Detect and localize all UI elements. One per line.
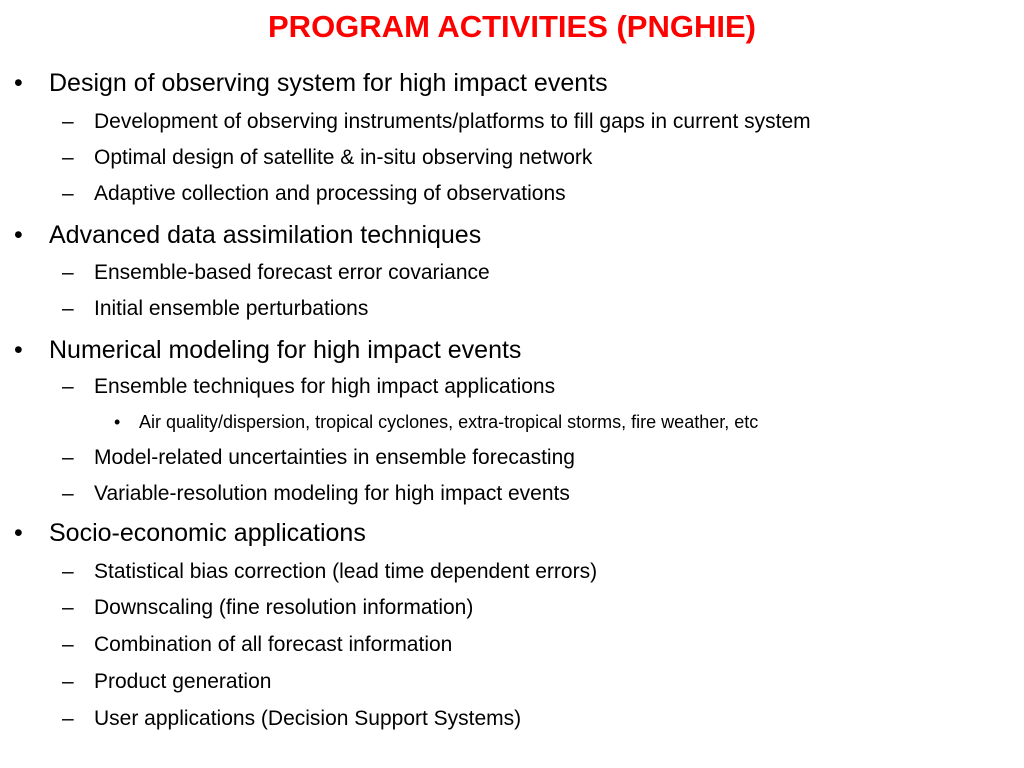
sub-bullet-text: User applications (Decision Support Systems) xyxy=(94,707,522,730)
dash-marker: – xyxy=(62,297,74,320)
sub-bullet-text: Model-related uncertainties in ensemble forecasting xyxy=(94,446,575,469)
sub-bullet-text: Statistical bias correction (lead time dependent errors) xyxy=(94,560,598,583)
slide-title: PROGRAM ACTIVITIES (PNGHIE) xyxy=(268,9,756,44)
bullet-heading-text: Advanced data assimilation techniques xyxy=(49,221,482,249)
dash-marker: – xyxy=(62,182,74,205)
bullet-heading-text: Socio-economic applications xyxy=(49,519,366,547)
dash-marker: – xyxy=(62,633,74,656)
dash-marker: – xyxy=(62,375,74,398)
sub-bullet-text: Variable-resolution modeling for high impact events xyxy=(94,482,570,505)
sub-bullet-text: Development of observing instruments/platforms to fill gaps in current system xyxy=(94,110,811,133)
bullet-marker: • xyxy=(14,336,23,364)
bullet-marker: • xyxy=(14,221,23,249)
dash-marker: – xyxy=(62,707,74,730)
bullet-marker: • xyxy=(14,69,23,97)
sub-bullet-text: Ensemble techniques for high impact applications xyxy=(94,375,556,398)
bullet-marker: • xyxy=(114,412,121,432)
sub-bullet-text: Downscaling (fine resolution information) xyxy=(94,596,474,619)
dash-marker: – xyxy=(62,446,74,469)
dash-marker: – xyxy=(62,110,74,133)
sub-bullet-text: Product generation xyxy=(94,670,272,693)
dash-marker: – xyxy=(62,560,74,583)
dash-marker: – xyxy=(62,482,74,505)
dash-marker: – xyxy=(62,670,74,693)
bullet-heading-text: Numerical modeling for high impact events xyxy=(49,336,522,364)
dash-marker: – xyxy=(62,261,74,284)
sub-bullet-text: Combination of all forecast information xyxy=(94,633,453,656)
dash-marker: – xyxy=(62,596,74,619)
sub-bullet-text: Adaptive collection and processing of observations xyxy=(94,182,566,205)
sub-sub-bullet-text: Air quality/dispersion, tropical cyclones, extra-tropical storms, fire weather, etc xyxy=(139,412,759,432)
bullet-heading-text: Design of observing system for high impact events xyxy=(49,69,608,97)
dash-marker: – xyxy=(62,146,74,169)
sub-bullet-text: Ensemble-based forecast error covariance xyxy=(94,261,490,284)
sub-bullet-text: Initial ensemble perturbations xyxy=(94,297,369,320)
sub-bullet-text: Optimal design of satellite & in-situ observing network xyxy=(94,146,593,169)
bullet-marker: • xyxy=(14,519,23,547)
